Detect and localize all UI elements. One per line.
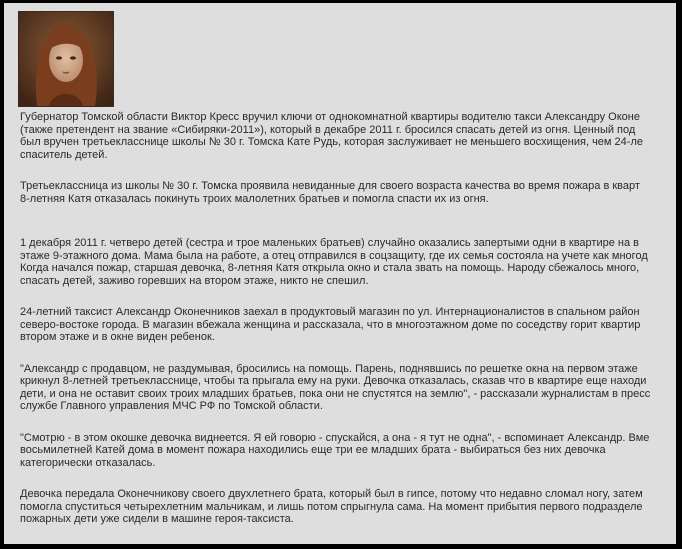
text-line: "Александр с продавцом, не раздумывая, бросились на помощь. Парень, поднявшись по решетке окна на первом этаже [20, 362, 638, 375]
text-line: службе Главного управления МЧС РФ по Томской области. [20, 400, 323, 412]
text-line: этаже 9-этажного дома. Мама была на работе, а отец отправился в соцзащиту, где их семья состояла на учете как многод [20, 249, 648, 262]
article-paragraph [20, 180, 676, 205]
text-line: Третьеклассница из школы № 30 г. Томска проявила невиданные для своего возраста качества во время пожара в кварт [20, 180, 640, 192]
screen [4, 3, 676, 544]
text-line: северо-востоке города. В магазин вбежала женщина и рассказала, что в многоэтажном доме по соседству горит квартир [20, 318, 641, 331]
article-paragraph [20, 306, 676, 344]
text-line: 8-летняя Катя отказалась покинуть троих малолетних братьев и помогла спасти их из огня. [20, 192, 489, 205]
portrait-image [19, 12, 113, 106]
article-paragraph [20, 237, 676, 287]
text-line: крикнул 8-летней третьекласснице, чтобы та прыгала ему на руки. Девочка отказалась, сказав что в квартире еще находи [20, 375, 647, 387]
text-line: (также претендент на звание «Сибиряки-2011»), который в декабре 2011 г. бросился спасать детей из огня. Ценный под [20, 123, 636, 136]
text-line: был вручен третьекласснице школы № 30 г. Томска Кате Рудь, которая заслуживает не меньшего восхищения, чем 24-ле [20, 136, 643, 148]
text-line: втором этаже и в окне виден ребенок. [20, 331, 215, 343]
article-paragraph [20, 488, 676, 526]
text-line: дети, и она не оставит своих троих младших братьев, пока они не спустятся на землю", - рассказали журналистам в пресс [20, 387, 651, 400]
text-line: "Смотрю - в этом окошке девочка виднеется. Я ей говорю - спускайся, а она - я тут не одна", - вспоминает Александр. Вме [20, 431, 650, 444]
text-line: Девочка передала Оконечникову своего двухлетнего брата, который был в гипсе, потому что недавно сломал ногу, затем [20, 488, 643, 500]
text-line: пожарных дети уже сидели в машине героя-таксиста. [20, 513, 294, 525]
article-paragraph [20, 363, 676, 413]
article-paragraph [20, 111, 676, 161]
text-line: Когда начался пожар, старшая девочка, 8-летняя Катя открыла окно и стала звать на помощь. Народу сбежалось много, [20, 262, 640, 274]
article-text [20, 111, 676, 544]
text-line: категорически отказалась. [20, 456, 156, 469]
text-line: 24-летний таксист Александр Оконечников заехал в продуктовый магазин по ул. Интернационалистов в спальном район [20, 306, 640, 318]
text-line: восьмилетней Катей дома в момент пожара находились еще три ее младших брата - выбираться без них девочка [20, 444, 606, 456]
article-paragraph [20, 432, 676, 470]
portrait-photo [18, 11, 114, 107]
text-line: спаситель детей. [20, 148, 108, 161]
text-line: спасать детей, заживо горевших на втором этаже, никто не спешил. [20, 274, 369, 287]
text-line: помогла спуститься четырехлетним мальчикам, и лишь потом спрыгнула сама. На момент прибытия первого подразделе [20, 500, 643, 513]
text-line: 1 декабря 2011 г. четверо детей (сестра и трое маленьких братьев) случайно оказались запертыми одни в квартире на в [20, 237, 639, 249]
text-line: Губернатор Томской области Виктор Кресс вручил ключи от однокомнатной квартиры водителю такси Александру Оконе [20, 111, 640, 123]
